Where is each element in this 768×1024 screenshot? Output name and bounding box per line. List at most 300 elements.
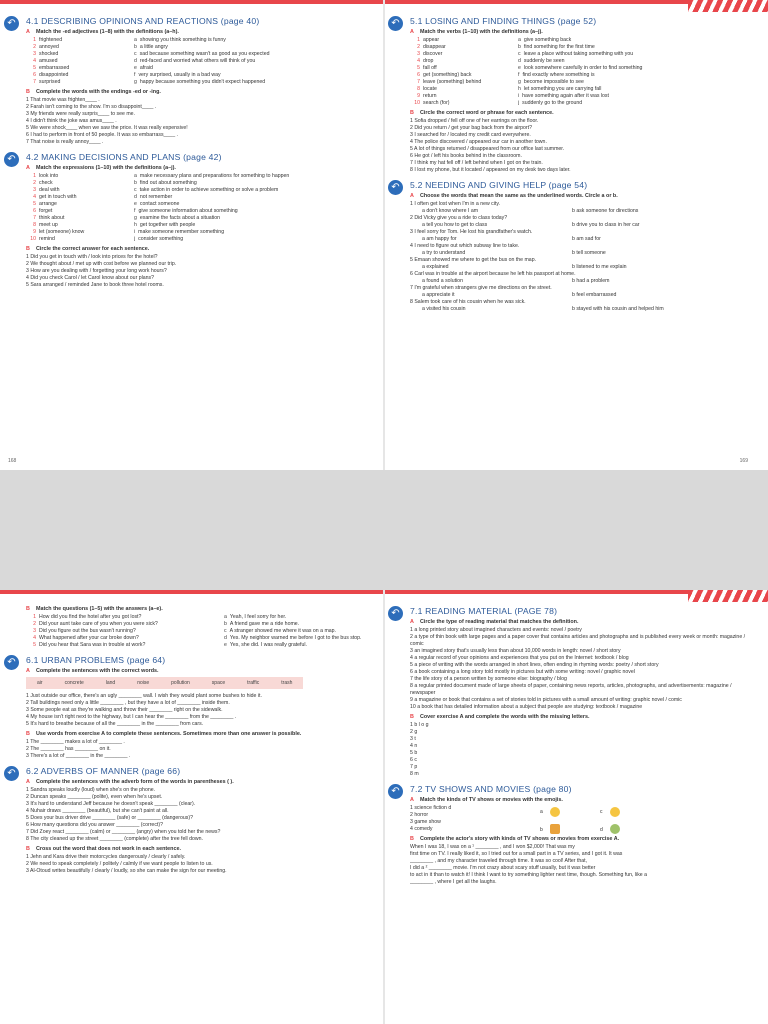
sentence-text: 5 a piece of writing with the words arranged in short lines, often ending in rhyming words: poetry / short story [410, 662, 659, 668]
item-number: 4 [33, 194, 36, 200]
sentence-row [410, 872, 754, 879]
answer-options [410, 250, 754, 257]
page-169 [388, 14, 754, 470]
answer-options [410, 264, 754, 271]
question-row [410, 271, 754, 278]
exercise-instruction: Cross out the word that does not work in each sentence. [36, 846, 181, 852]
emoji-letter: c [600, 809, 603, 815]
item-number: 5 [33, 642, 36, 648]
page-number: 168 [8, 458, 17, 464]
item-term: annoyed [39, 44, 59, 50]
sentence-row [410, 146, 754, 153]
item-definition: c sad because something wasn't as good as you expected [134, 51, 270, 57]
option-b: b feel embarrassed [572, 292, 617, 298]
match-row [26, 222, 370, 229]
option-a: a am happy for [422, 236, 457, 242]
sentence-row [26, 268, 370, 275]
match-row [410, 51, 754, 58]
sentence-text: 6 a book containing a long story told mostly in pictures but with some writing: novel / graphic novel [410, 669, 635, 675]
word-bank [26, 677, 370, 689]
alien-emoji-icon [550, 807, 560, 817]
sentence-text: 1 Jehn and Kara drive their motorcycles dangerously / clearly / safely. [26, 854, 186, 860]
sentence-row [410, 704, 754, 711]
sentence-text: 8 m [410, 771, 419, 777]
sentence-row [410, 865, 754, 872]
item-term: get in touch with [39, 194, 77, 200]
question-row [410, 285, 754, 292]
sentence-text: 3 I searched for / located my credit card everywhere. [410, 132, 531, 138]
item-letter: b [518, 44, 521, 50]
sentence-row [26, 693, 370, 700]
item-letter: h [134, 222, 137, 228]
sentence-row [26, 787, 370, 794]
sentence-row [26, 254, 370, 261]
word-bank-item: space [201, 677, 236, 689]
sentence-row [26, 721, 370, 728]
emoji-grid [540, 809, 660, 845]
sentence-row [26, 794, 370, 801]
answer-options [410, 236, 754, 243]
section-6-1: ↶ 6.1 URBAN PROBLEMS (page 64) A Complete the sentences with the correct words. air concrete land noise pollution space traffic trash 1 Just outside our office, there's an ugly ________ wall. I wish they would plant some bushes to hide it. 2 Tall buildings need only a little ________ , but they have a lot of ________ inside them. 3 Some people eat as they're walking and throw their ________ right on the sidewalk. 4 My house isn't right next to the highway, but I can hear the ________ from the ________ . 5 It's hard to breathe because of all the ________ in the ________ from cars. B Use words from exercise A to complete these sentences. Sometimes more than one answer is possible. 1 The ________ makes a lot of ________ . 2 The ________ has ________ on it. 3 There's a lot of ________ in the ________ . [4, 655, 370, 760]
match-row [26, 44, 370, 51]
match-row [26, 173, 370, 180]
sentence-row [26, 746, 370, 753]
match-row [410, 37, 754, 44]
sentence-row [410, 697, 754, 704]
sentence-text: 3 game show [410, 819, 441, 825]
item-definition: g examine the facts about a situation [134, 215, 221, 221]
item-letter: d [518, 58, 521, 64]
sentence-row [410, 722, 754, 729]
match-row [26, 79, 370, 86]
item-term: fall off [423, 65, 437, 71]
item-number: 1 [33, 614, 36, 620]
sentence-text: 1 b l o g [410, 722, 429, 728]
item-number: 10 [414, 100, 420, 106]
sentence-text: 2 horror [410, 812, 429, 818]
option-b: b stayed with his cousin and helped him [572, 306, 664, 312]
emoji-letter: b [540, 827, 543, 833]
sentence-row [26, 868, 370, 875]
match-row [26, 51, 370, 58]
item-definition: d red-faced and worried what others will think of you [134, 58, 256, 64]
sentence-text: 8 The city cleaned up the street ________ (complete) after the tree fell down. [26, 836, 203, 842]
item-letter: a [134, 37, 137, 43]
item-definition: c leave a place without taking something with you [518, 51, 634, 57]
item-number: 3 [33, 187, 36, 193]
question-row [410, 243, 754, 250]
item-letter: i [518, 93, 520, 99]
item-definition: j consider something [134, 236, 184, 242]
item-term: What happened after your car broke down? [39, 635, 139, 641]
sentence-row [410, 125, 754, 132]
item-term: shocked [39, 51, 59, 57]
item-number: 3 [33, 51, 36, 57]
item-number: 1 [33, 173, 36, 179]
sentence-text: When I was 18, I was on a ¹ ________ , and I won $2,000! That was my [410, 844, 575, 850]
match-row [26, 635, 370, 642]
item-term: locate [423, 86, 437, 92]
item-number: 5 [33, 65, 36, 71]
zombie-emoji-icon [610, 824, 620, 834]
option-b: b ask someone for directions [572, 208, 639, 214]
sentence-row [26, 801, 370, 808]
question-text: 2 Did Vicky give you a ride to class today? [410, 215, 508, 221]
question-text: 1 I often get lost when I'm in a new city. [410, 201, 500, 207]
item-definition: c A stranger showed me where it was on a map. [224, 628, 336, 634]
sentence-text: 10 a book that has detailed information about a subject that people are studying: textbook / magazine [410, 704, 643, 710]
emoji-letter: d [600, 827, 603, 833]
option-b: b drive you to class in her car [572, 222, 640, 228]
sentence-row [26, 282, 370, 289]
sentence-text: 8 I lost my phone, but it located / appeared on my desk two days later. [410, 167, 571, 173]
item-term: check [39, 180, 53, 186]
item-term: Did you hear that Sara was in trouble at work? [39, 642, 146, 648]
sentence-row [26, 822, 370, 829]
answer-options [410, 278, 754, 285]
match-row [410, 65, 754, 72]
option-b: b tell someone [572, 250, 606, 256]
sentence-text: 4 comedy [410, 826, 433, 832]
item-number: 6 [33, 72, 36, 78]
back-arrow-icon[interactable]: ↶ [4, 152, 19, 167]
word-bank-item: pollution [160, 677, 201, 689]
back-arrow-icon[interactable]: ↶ [388, 16, 403, 31]
item-letter: d [224, 635, 227, 641]
match-row [26, 65, 370, 72]
exercise-instruction: Circle the type of reading material that matches the definition. [420, 619, 579, 625]
sentence-row [26, 132, 370, 139]
section-7-1: ↶ 7.1 READING MATERIAL (PAGE 78) A Circle the type of reading material that matches the definition. 1 a long printed story about imagined characters and events: novel / poetry 2 a type of thin book with large pages and a paper cover that contains articles and photographs and is published every week or month: magazine / comic 3 an imagined story that's usually less than about 10,000 words in length: novel / short story 4 a regular record of your opinions and experiences that you put on the Internet: textbook / blog 5 a piece of writing with the words arranged in short lines, often ending in rhyming words: poetry / short story 6 a book containing a long story told mostly in pictures but with some writing: novel / graphic novel 7 the life story of a person written by someone else: biography / blog 8 a regular printed document made of large sheets of paper, containing news reports, articles, photographs, and advertisements: magazine / newspaper 9 a magazine or book that contains a set of stories told in pictures with a small amount of writing: graphic novel / comic 10 a book that has detailed information about a subject that people are studying: textbook / magazine B Cover exercise A and complete the words with the missing letters. 1 b l o g 2 g 3 t 4 n 5 b 6 c 7 p 8 m [388, 606, 754, 778]
item-definition: e look somewhere carefully in order to find something [518, 65, 643, 71]
sentence-text: 1 Just outside our office, there's an ugly ________ wall. I wish they would plant some bushes to hide it. [26, 693, 262, 699]
exercise-instruction: Complete the sentences with the adverb form of the words in parentheses ( ). [36, 779, 234, 785]
item-number: 4 [417, 58, 420, 64]
item-term: deal with [39, 187, 60, 193]
word-bank-item: trash [270, 677, 303, 689]
sentence-text: 7 the life story of a person written by someone else: biography / blog [410, 676, 567, 682]
item-letter: f [134, 208, 136, 214]
option-a: a don't know where I am [422, 208, 479, 214]
sentence-row [410, 132, 754, 139]
item-letter: b [224, 621, 227, 627]
sentence-text: 2 Did you return / get your bag back from the airport? [410, 125, 532, 131]
sentence-row [26, 714, 370, 721]
sentence-row [410, 683, 754, 697]
option-a: a appreciate it [422, 292, 455, 298]
sentence-text: 3 How are you dealing with / forgetting your long work hours? [26, 268, 167, 274]
back-arrow-icon[interactable]: ↶ [4, 766, 19, 781]
laughing-emoji-icon [610, 807, 620, 817]
page-gutter [383, 0, 385, 470]
match-row [26, 180, 370, 187]
option-b: b am sad for [572, 236, 601, 242]
sentence-row [410, 750, 754, 757]
sentence-text: 5 Does your bus driver drive ________ (safe) or ________ (dangerous)? [26, 815, 193, 821]
item-term: return [423, 93, 437, 99]
item-term: appear [423, 37, 440, 43]
match-row [26, 58, 370, 65]
exercise-instruction: Match the questions (1–5) with the answers (a–e). [36, 606, 163, 612]
sentence-text: 2 We thought about / met up with cost before we planned our trip. [26, 261, 177, 267]
item-term: discover [423, 51, 443, 57]
sentence-row [410, 634, 754, 648]
sentence-text: 1 Sandra speaks loudly (loud) when she's on the phone. [26, 787, 156, 793]
match-row [26, 201, 370, 208]
exercise-instruction: Cover exercise A and complete the words with the missing letters. [420, 714, 590, 720]
item-letter: c [134, 51, 137, 57]
section-7-2: ↶ 7.2 TV SHOWS AND MOVIES (page 80) A Match the kinds of TV shows or movies with the emojis. 1 science fiction d 2 horror 3 game show 4 comedy a c b d B Complete the actor's story with kinds of TV shows or movies from exercise A. When I was 18, I was on a ¹ ________ , and I won $2,000! That was my first time on TV. I really liked it, so I tried out for a small part in a TV series, and I got it. It was ________ , and my character traveled through time. It was so cool! After that, I did a ² ________ movie. I'm not crazy about scary stuff usually, but it was better to act in it than to watch it! I think I want to try something lighter next time, though. Something fun, like a ________ , where I get all the laughs. [388, 784, 754, 886]
item-term: amused [39, 58, 58, 64]
sentence-row [26, 739, 370, 746]
page-168 [4, 14, 370, 470]
item-letter: i [134, 229, 136, 235]
sentence-text: 5 It's hard to breathe because of all the ________ in the ________ from cars. [26, 721, 204, 727]
sentence-text: 1 That movie was frighten____ . [26, 97, 100, 103]
item-definition: e afraid [134, 65, 153, 71]
sentence-row [410, 757, 754, 764]
item-number: 7 [33, 215, 36, 221]
sentence-row [26, 118, 370, 125]
back-arrow-icon[interactable]: ↶ [388, 180, 403, 195]
item-letter: c [518, 51, 521, 57]
item-definition: g happy because something you didn't expect happened [134, 79, 266, 85]
word-bank-item: air [26, 677, 54, 689]
exercise-instruction: Match the expressions (1–10) with the definitions (a–j). [36, 165, 176, 171]
sentence-text: 2 We need to speak completely / politely / calmly if we want people to listen to us. [26, 861, 213, 867]
match-row [410, 72, 754, 79]
money-bag-emoji-icon [550, 824, 560, 834]
sentence-text: 2 a type of thin book with large pages and a paper cover that contains articles and photographs and is published every week or month: magazine / comic [410, 634, 746, 647]
sentence-text: ________ , and my character traveled through time. It was so cool! After that, [410, 858, 588, 864]
sentence-text: 1 a long printed story about imagined characters and events: novel / poetry [410, 627, 582, 633]
question-row [410, 229, 754, 236]
item-term: disappointed [39, 72, 69, 78]
item-number: 6 [417, 72, 420, 78]
emoji-letter: a [540, 809, 543, 815]
section-title: 6.2 ADVERBS OF MANNER (page 66) [26, 766, 181, 776]
exercise-instruction: Use words from exercise A to complete these sentences. Sometimes more than one answer is possible. [36, 731, 302, 737]
answer-options [410, 292, 754, 299]
item-term: get (something) back [423, 72, 472, 78]
section-5-2: ↶ 5.2 NEEDING AND GIVING HELP (page 54) A Choose the words that mean the same as the underlined words. Circle a or b. 1 I often get lost when I'm in a new city. a don't know where I am b ask someone for directions 2 Did Vicky give you a ride to class today? a tell you how to get to class b drive you to class in her car 3 I feel sorry for Tom. He lost his grandfather's watch. a am happy for b am sad for 4 I need to figure out which subway line to take. a try to understand b tell someone 5 Emaan showed me where to get the bus on the map. a explained b listened to me explain 6 Carl was in trouble at the airport because he left his passport at home. a found a solution b had a problem 7 I'm grateful when strangers give me directions on the street. a appreciate it b feel embarrassed 8 Salem took care of his cousin when he was sick. a visited his cousin b stayed with his cousin and helped him [388, 180, 754, 313]
sentence-text: 3 There's a lot of ________ in the ________ . [26, 753, 131, 759]
sentence-row [26, 753, 370, 760]
exercise-instruction: Match the verbs (1–10) with the definitions (a–j). [420, 29, 543, 35]
item-term: Did your aunt take care of you when you were sick? [39, 621, 158, 627]
sentence-text: ________ , where I get all the laughs. [410, 879, 497, 885]
item-definition: h get together with people [134, 222, 196, 228]
sentence-text: 6 I had to perform in front of 50 people. It was so embarrass____ . [26, 132, 178, 138]
item-number: 2 [417, 44, 420, 50]
back-arrow-icon[interactable]: ↶ [4, 16, 19, 31]
item-term: leave (something) behind [423, 79, 482, 85]
sentence-text: 7 Did Zoey react ________ (calm) or ________ (angry) when you told her the news? [26, 829, 221, 835]
item-letter: a [518, 37, 521, 43]
item-number: 9 [33, 229, 36, 235]
section-5-2-b: B Match the questions (1–5) with the answers (a–e). 1 How did you find the hotel after you got lost? a Yeah, I feel sorry for her. 2 Did your aunt take care of you when you were sick? b A friend gave me a ride home. 3 Did you figure out the bus wasn't running? c A stranger showed me where it was on a map. 4 What happened after your car broke down? d Yes. My neighbor warned me before I got to the bus stop. 5 Did you hear that Sara was in trouble at work? e Yes, she did. I was really grateful. [4, 606, 370, 649]
item-number: 4 [33, 635, 36, 641]
sentence-text: 4 I didn't think the joke was amus____ . [26, 118, 117, 124]
item-number: 7 [417, 79, 420, 85]
sentence-text: 2 g [410, 729, 418, 735]
sentence-text: 3 It's hard to understand Jeff because he doesn't speak ________ (clear). [26, 801, 196, 807]
item-term: arrange [39, 201, 57, 207]
item-number: 2 [33, 180, 36, 186]
decor-stripes [688, 0, 768, 12]
bottom-spread [0, 590, 768, 1024]
item-number: 9 [417, 93, 420, 99]
item-letter: b [134, 44, 137, 50]
item-definition: d suddenly be seen [518, 58, 565, 64]
item-term: embarrassed [39, 65, 70, 71]
sentence-text: 4 Did you check Carol / let Carol know about our plans? [26, 275, 155, 281]
sentence-text: 4 n [410, 743, 418, 749]
item-definition: b A friend gave me a ride home. [224, 621, 300, 627]
exercise-instruction: Circle the correct word or phrase for each sentence. [420, 110, 554, 116]
item-term: think about [39, 215, 65, 221]
item-term: How did you find the hotel after you got lost? [39, 614, 142, 620]
option-a: a found a solution [422, 278, 463, 284]
sentence-row [26, 111, 370, 118]
sentence-row [26, 139, 370, 146]
item-definition: i have something again after it was lost [518, 93, 609, 99]
section-title: 7.2 TV SHOWS AND MOVIES (page 80) [410, 784, 572, 794]
item-definition: f very surprised, usually in a bad way [134, 72, 221, 78]
exercise-instruction: Choose the words that mean the same as the underlined words. Circle a or b. [420, 193, 618, 199]
item-letter: g [134, 215, 137, 221]
option-a: a explained [422, 264, 449, 270]
back-arrow-icon[interactable]: ↶ [4, 655, 19, 670]
item-definition: d Yes. My neighbor warned me before I got to the bus stop. [224, 635, 362, 641]
answer-options [410, 222, 754, 229]
sentence-text: 1 The ________ makes a lot of ________ . [26, 739, 125, 745]
item-number: 3 [33, 628, 36, 634]
back-arrow-icon[interactable]: ↶ [388, 606, 403, 621]
sentence-text: 5 We were shock____ when we saw the price. It was really expensive! [26, 125, 188, 131]
item-definition: a Yeah, I feel sorry for her. [224, 614, 287, 620]
section-title: 7.1 READING MATERIAL (PAGE 78) [410, 606, 558, 616]
item-letter: e [518, 65, 521, 71]
question-row [410, 215, 754, 222]
sentence-row [410, 160, 754, 167]
item-definition: e contact someone [134, 201, 180, 207]
item-term: surprised [39, 79, 61, 85]
question-row [410, 201, 754, 208]
item-number: 8 [417, 86, 420, 92]
sentence-text: 7 That noise is really annoy____ . [26, 139, 104, 145]
match-row [26, 208, 370, 215]
match-row [26, 187, 370, 194]
question-text: 8 Salem took care of his cousin when he was sick. [410, 299, 526, 305]
sentence-text: 1 Did you get in touch with / look into prices for the hotel? [26, 254, 158, 260]
item-definition: a make necessary plans and preparations for something to happen [134, 173, 290, 179]
exercise-instruction: Match the -ed adjectives (1–8) with the definitions (a–h). [36, 29, 179, 35]
question-text: 7 I'm grateful when strangers give me directions on the street. [410, 285, 552, 291]
sentence-text: 2 The ________ has ________ on it. [26, 746, 111, 752]
match-row [410, 93, 754, 100]
sentence-row [26, 815, 370, 822]
sentence-row [410, 851, 754, 858]
match-row [410, 79, 754, 86]
match-row [410, 58, 754, 65]
sentence-text: 3 an imagined story that's usually less than about 10,000 words in length: novel / short story [410, 648, 621, 654]
match-row [26, 72, 370, 79]
option-b: b had a problem [572, 278, 610, 284]
sentence-text: 3 Al-Otoud writes beautifully / clearly / loudly, so she can make the sign for our meeting. [26, 868, 227, 874]
sentence-text: 1 Sofia dropped / fell off one of her earrings on the floor. [410, 118, 539, 124]
sentence-row [410, 736, 754, 743]
sentence-text: 2 Tall buildings need only a little ________ , but they have a lot of ________ inside them. [26, 700, 230, 706]
sentence-row [26, 261, 370, 268]
back-arrow-icon[interactable]: ↶ [388, 784, 403, 799]
sentence-text: 4 My house isn't right next to the highway, but I can hear the ________ from the ________ . [26, 714, 237, 720]
sentence-text: 4 The police discovered / appeared our car in another town. [410, 139, 547, 145]
sentence-row [410, 118, 754, 125]
item-term: search (for) [423, 100, 450, 106]
word-bank-item: noise [126, 677, 160, 689]
section-title: 4.1 DESCRIBING OPINIONS AND REACTIONS (page 40) [26, 16, 260, 26]
item-term: remind [39, 236, 55, 242]
sentence-row [410, 844, 754, 851]
sentence-row [26, 829, 370, 836]
section-title: 5.2 NEEDING AND GIVING HELP (page 54) [410, 180, 588, 190]
item-definition: a showing you think something is funny [134, 37, 226, 43]
question-text: 5 Emaan showed me where to get the bus on the map. [410, 257, 537, 263]
match-row [26, 642, 370, 649]
page-170 [4, 604, 370, 1024]
section-title: 4.2 MAKING DECISIONS AND PLANS (page 42) [26, 152, 222, 162]
sentence-text: 6 c [410, 757, 417, 763]
match-row [26, 229, 370, 236]
item-term: Did you figure out the bus wasn't running? [39, 628, 136, 634]
sentence-text: I did a ² ________ movie. I'm not crazy about scary stuff usually, but it was better [410, 865, 596, 871]
item-letter: a [224, 614, 227, 620]
question-row [410, 257, 754, 264]
option-a: a visited his cousin [422, 306, 466, 312]
sentence-row [26, 97, 370, 104]
sentence-text: 5 b [410, 750, 418, 756]
item-definition: h let something you are carrying fall [518, 86, 602, 92]
top-spread [0, 0, 768, 470]
item-letter: e [224, 642, 227, 648]
sentence-row [410, 139, 754, 146]
item-letter: c [134, 187, 137, 193]
item-letter: h [518, 86, 521, 92]
sentence-row [410, 743, 754, 750]
sentence-row [26, 836, 370, 843]
question-row [410, 299, 754, 306]
match-row [410, 100, 754, 107]
sentence-row [410, 655, 754, 662]
match-row [26, 194, 370, 201]
sentence-row [410, 771, 754, 778]
item-number: 2 [33, 44, 36, 50]
sentence-row [410, 167, 754, 174]
sentence-row [26, 700, 370, 707]
sentence-text: 2 Duncan speaks ________ (polite), even when he's upset. [26, 794, 163, 800]
item-term: meet up [39, 222, 58, 228]
item-letter: f [134, 72, 136, 78]
item-number: 5 [33, 201, 36, 207]
item-number: 5 [417, 65, 420, 71]
sentence-text: 8 a regular printed document made of large sheets of paper, containing news reports, articles, photographs, and advertisements: magazine / newspaper [410, 683, 732, 696]
sentence-text: 5 A lot of things returned / disappeared from our office last summer. [410, 146, 565, 152]
section-4-1: ↶ 4.1 DESCRIBING OPINIONS AND REACTIONS (page 40) A Match the -ed adjectives (1–8) with the definitions (a–h). 1 frightened a showing you think something is funny 2 annoyed b a little angry 3 shocked c sad because something wasn't as good as you expected 4 amused d red-faced and worried what others will think of you 5 embarrassed e afraid 6 disappointed f very surprised, usually in a bad way 7 surprised g happy because something you didn't expect happened B Complete the words with the endings -ed or -ing. 1 That movie was frighten____ . 2 Farah isn't coming to the show. I'm so disappoint____ . 3 My friends were really surpris____ to see me. 4 I didn't think the joke was amus____ . 5 We were shock____ when we saw the price. It was really expensive! 6 I had to perform in front of 50 people. It was so embarrass____ . 7 That noise is really annoy____ . [4, 16, 370, 146]
item-definition: g become impossible to see [518, 79, 584, 85]
option-b: b listened to me explain [572, 264, 627, 270]
sentence-text: 6 How many questions did you answer ________ (correct)? [26, 822, 163, 828]
